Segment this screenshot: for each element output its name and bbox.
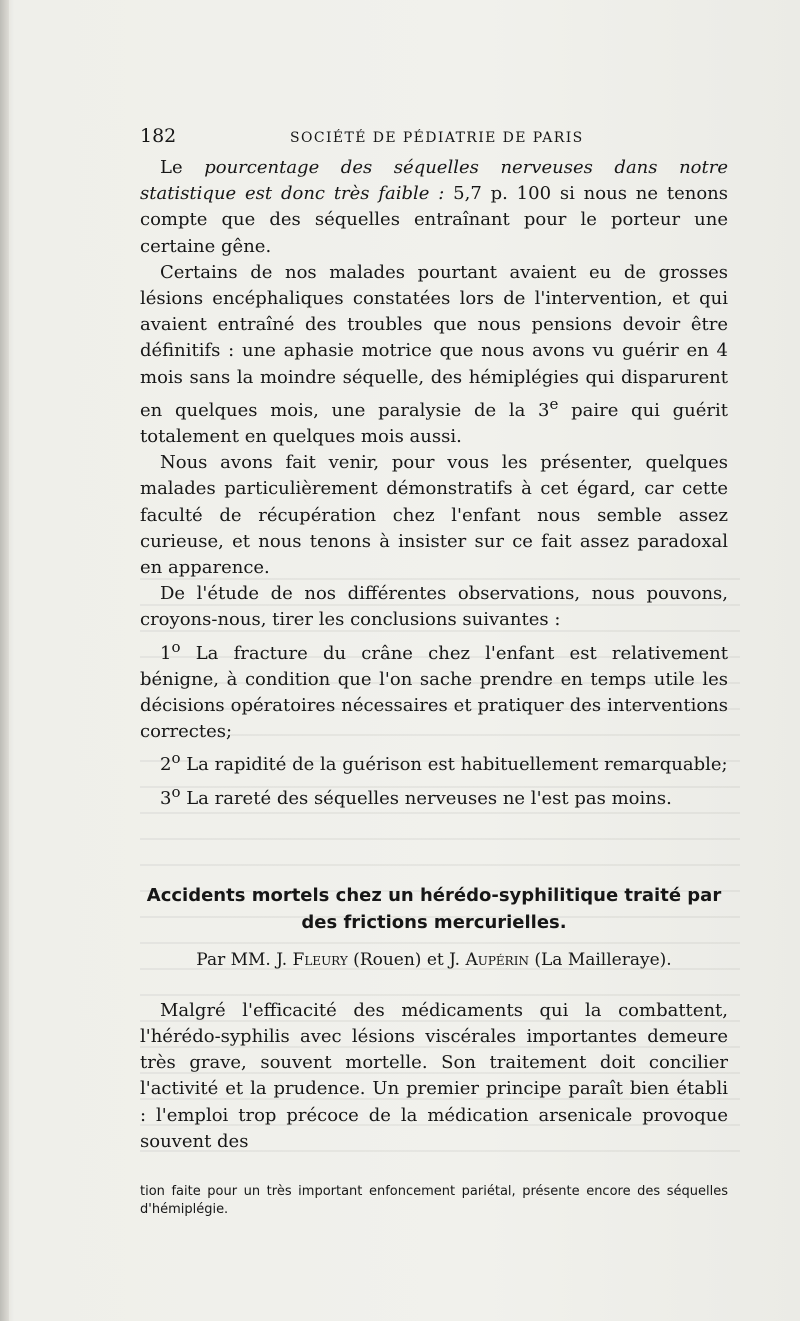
para1-italic: pourcentage des séquelles nerveuses dans notre statistique est donc très faible :	[140, 157, 729, 205]
conclusion-text: La rareté des séquelles nerveuses ne l'est pas moins.	[180, 787, 672, 809]
author-1-place: (Rouen) et J.	[347, 949, 466, 970]
running-title: SOCIÉTÉ DE PÉDIATRIE DE PARIS	[290, 130, 584, 146]
footnote: tion faite pour un très important enfoncement pariétal, présente encore des séquelles d'hémiplégie.	[140, 1184, 728, 1218]
body-text	[140, 155, 728, 812]
page-number: 182	[140, 125, 177, 147]
conclusion-number: 1	[160, 642, 172, 664]
para1-lead: Le	[160, 157, 205, 178]
book-gutter	[0, 0, 9, 1321]
conclusion-2	[140, 745, 728, 778]
conclusion-number: 2	[160, 754, 172, 776]
paragraph-3: Nous avons fait venir, pour vous les présenter, quelques malades particulièrement démonstratifs à cet égard, car cette faculté de récupération chez l'enfant nous semble assez curieuse, et nous tenons à insister sur ce fait assez paradoxal en apparence.	[140, 452, 728, 579]
para2-end: paire qui guérit totalement en quelques mois aussi.	[140, 399, 729, 448]
para2-text: Certains de nos malades pourtant avaient eu de grosses lésions encéphaliques constatées lors de l'intervention, et qui avaient entraîné des troubles que nous pensions devoir être définitifs : une aphasie motrice que nous avons vu guérir en 4 mois sans la moindre séquelle, des hémiplégies qui disparurent en quelques mois, une paralysie de la 3	[140, 261, 728, 421]
paragraph-1	[140, 155, 728, 260]
conclusion-3	[140, 779, 728, 812]
author-2: Aupérin	[465, 949, 529, 970]
para2-superscript: e	[549, 394, 559, 413]
page-content	[140, 125, 728, 1219]
author-1: Fleury	[292, 949, 348, 970]
conclusion-text: La fracture du crâne chez l'enfant est relativement bénigne, à condition que l'on sache prendre en temps utile les décisions opératoires nécessaires et pratiquer des interventions correctes;	[140, 642, 728, 743]
conclusions-list	[140, 634, 728, 812]
authors-prefix: Par MM. J.	[196, 949, 293, 970]
author-2-place: (La Mailleraye).	[528, 949, 672, 970]
article-body	[140, 998, 728, 1155]
paragraph-5: Malgré l'efficacité des médicaments qui la combattent, l'hérédo-syphilis avec lésions viscérales importantes demeure très grave, souvent mortelle. Son traitement doit concilier l'activité et la prudence. Un premier principe paraît bien établi : l'emploi trop précoce de la médication arsenicale provoque souvent des	[140, 999, 728, 1152]
conclusion-text: La rapidité de la guérison est habituellement remarquable;	[180, 754, 728, 776]
para1-rest: 5,7 p. 100 si nous ne tenons compte que des séquelles entraînant pour le porteur une certaine gêne.	[140, 183, 728, 257]
article-authors	[140, 950, 728, 970]
conclusion-number: 3	[160, 787, 172, 809]
paragraph-4: De l'étude de nos différentes observations, nous pouvons, croyons-nous, tirer les conclusions suivantes :	[140, 583, 728, 631]
running-header	[140, 125, 728, 155]
paragraph-2	[140, 260, 728, 450]
conclusion-1	[140, 634, 728, 746]
article-title: Accidents mortels chez un hérédo-syphilitique traité par des frictions mercurielles.	[146, 884, 722, 933]
conclusion-ordinal: o	[171, 749, 181, 768]
conclusion-ordinal: o	[171, 637, 181, 656]
conclusion-ordinal: o	[171, 782, 181, 801]
